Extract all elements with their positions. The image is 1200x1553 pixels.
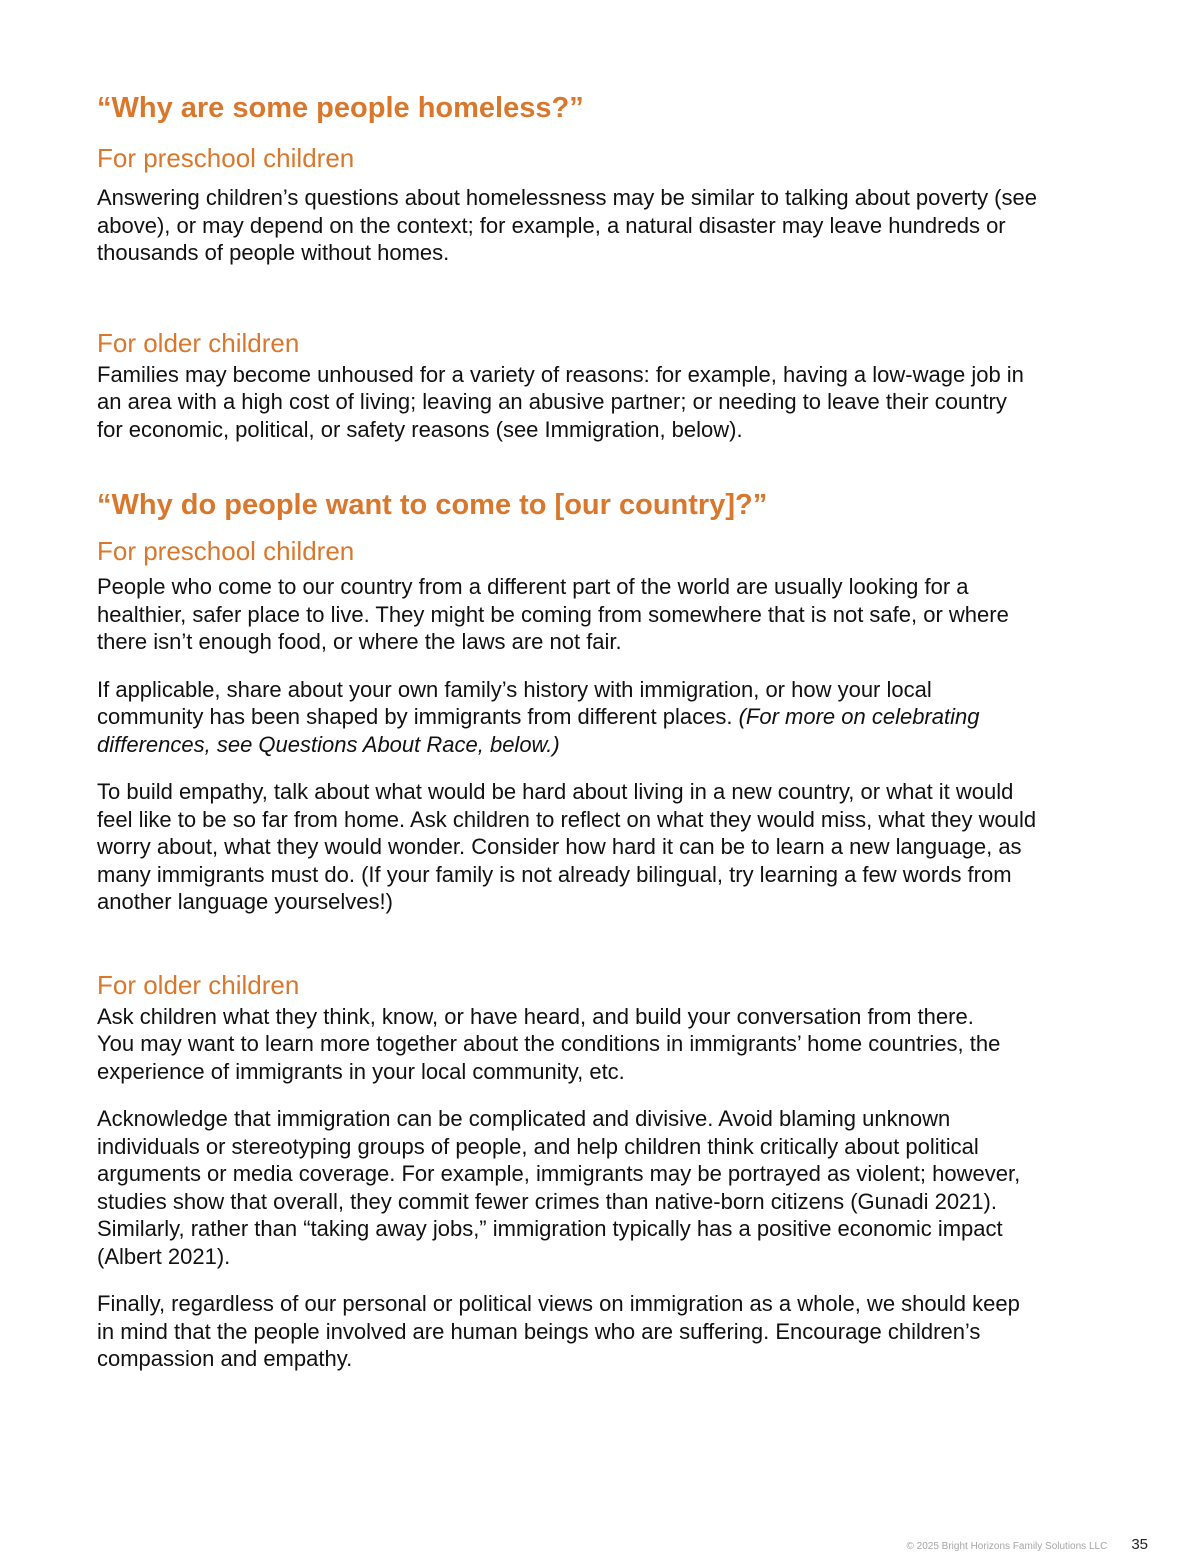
copyright-notice: © 2025 Bright Horizons Family Solutions LLC	[906, 1541, 1108, 1552]
section-title-homeless: “Why are some people homeless?”	[97, 92, 584, 124]
subheading-older-homeless: For older children	[97, 327, 300, 358]
paragraph-immigration-older-1: Ask children what they think, know, or have heard, and build your conversation from there. You may want to learn more together about the conditions in immigrants’ home countries, the experience of immigrants in your local community, etc.	[97, 1003, 1001, 1084]
page-content	[97, 88, 1127, 1373]
paragraph-homeless-older: Families may become unhoused for a variety of reasons: for example, having a low-wage job in an area with a high cost of living; leaving an abusive partner; or needing to leave their country for economic, political, or safety reasons (see Immigration, below).	[97, 361, 1024, 442]
paragraph-text: If applicable, share about your own family’s history with immigration, or how your local community has been shaped by immigrants from different places.	[97, 676, 932, 729]
paragraph-immigration-preschool-3: To build empathy, talk about what would be hard about living in a new country, or what it would feel like to be so far from home. Ask children to reflect on what they would miss, what they would worry about, what they would wonder. Consider how hard it can be to learn a new language, as many immigrants must do. (If your family is not already bilingual, try learning a few words from another language yourselves!)	[97, 779, 1037, 914]
paragraph-immigration-preschool-1: People who come to our country from a different part of the world are usually looking for a healthier, safer place to live. They might be coming from somewhere that is not safe, or where there isn’t enough food, or where the laws are not fair.	[97, 574, 1009, 654]
paragraph-immigration-preschool-2	[97, 676, 1127, 759]
subheading-older-immigration: For older children	[97, 969, 300, 1000]
cross-reference-note: (For more on celebrating differences, see Questions About Race, below.)	[97, 704, 980, 757]
paragraph-immigration-older-3: Finally, regardless of our personal or political views on immigration as a whole, we should keep in mind that the people involved are human beings who are suffering. Encourage children’s compassion and empathy.	[97, 1291, 1020, 1371]
paragraph-immigration-older-2: Acknowledge that immigration can be complicated and divisive. Avoid blaming unknown individuals or stereotyping groups of people, and help children think critically about political arguments or media coverage. For example, immigrants may be portrayed as violent; however, studies show that overall, they commit fewer crimes than native-born citizens (Gunadi 2021). Similarly, rather than “taking away jobs,” immigration typically has a positive economic impact (Albert 2021).	[97, 1106, 1021, 1269]
paragraph-homeless-preschool: Answering children’s questions about homelessness may be similar to talking about poverty (see above), or may depend on the context; for example, a natural disaster may leave hundreds or thousands of people without homes.	[97, 185, 1037, 265]
subheading-preschool-immigration: For preschool children	[97, 536, 355, 566]
page-number: 35	[1131, 1536, 1148, 1553]
page-footer	[907, 1536, 1148, 1553]
subheading-preschool-homeless: For preschool children	[97, 143, 355, 173]
section-title-immigration: “Why do people want to come to [our country]?”	[97, 489, 768, 521]
